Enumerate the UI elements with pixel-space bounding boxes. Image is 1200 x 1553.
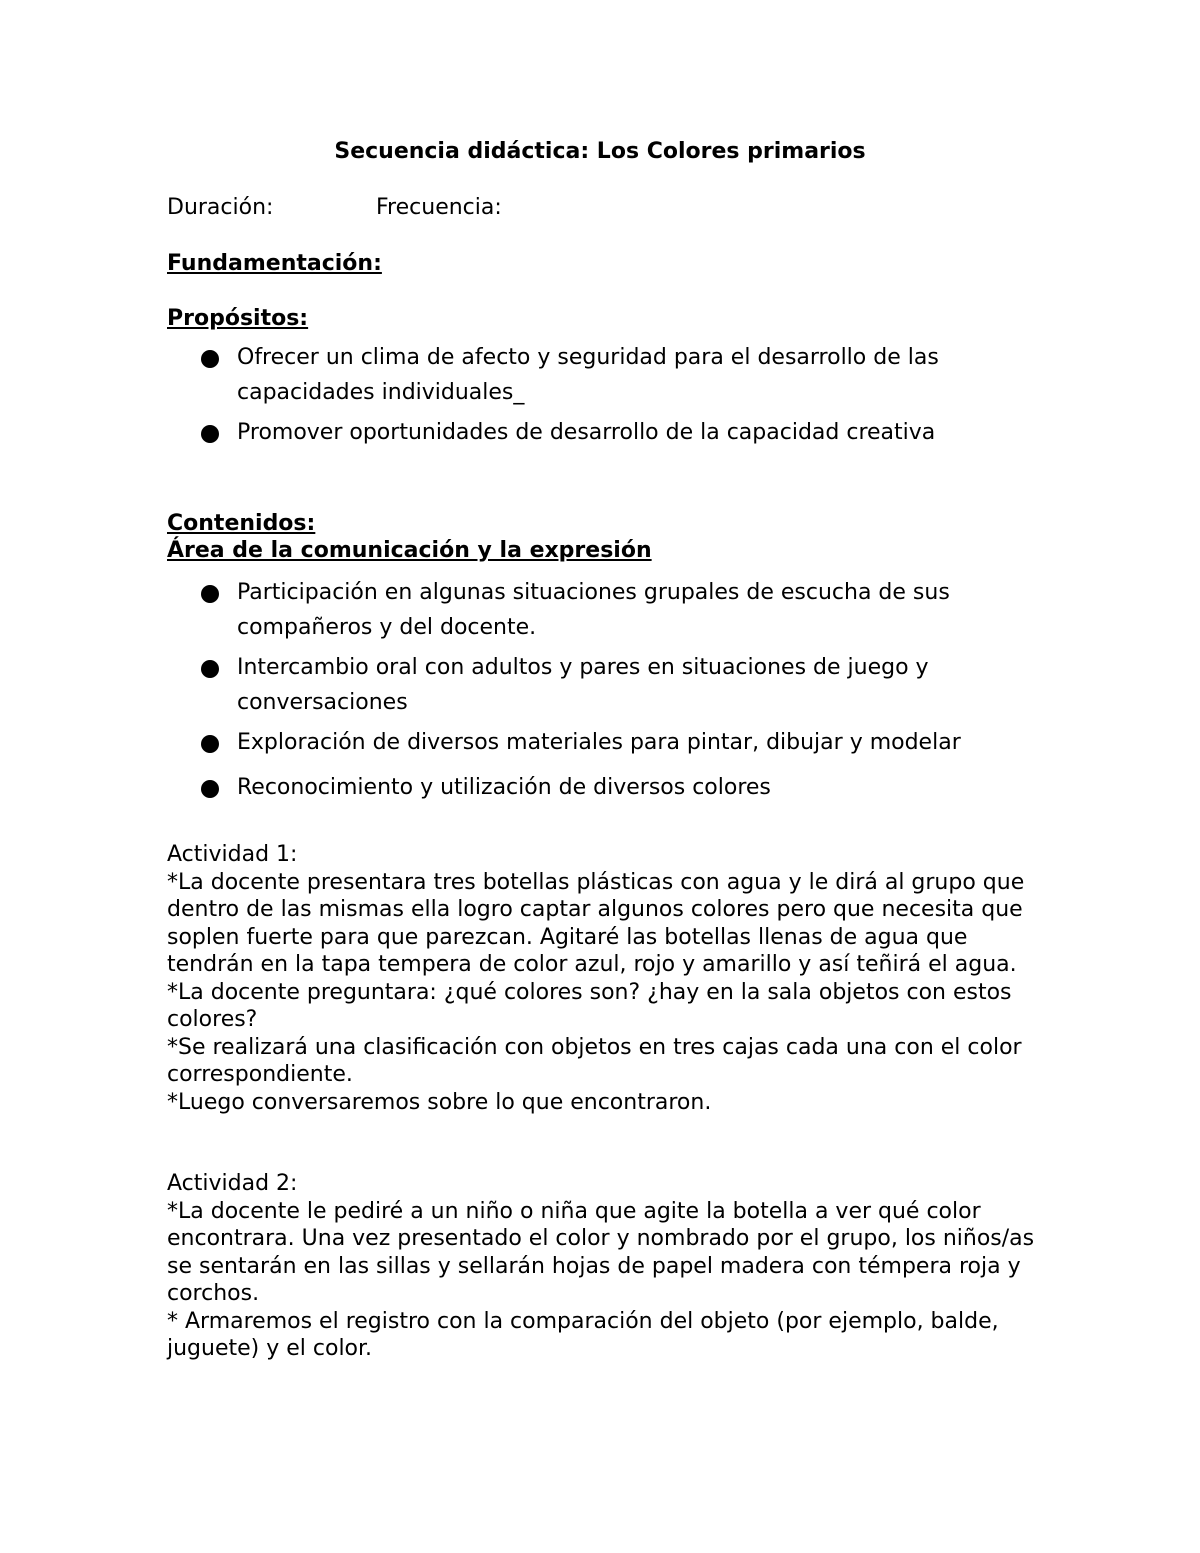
list-item — [167, 770, 1067, 805]
bullet-icon — [201, 585, 219, 603]
fundamentacion-heading: Fundamentación: — [167, 251, 382, 276]
bullet-icon — [201, 350, 219, 368]
duracion-label: Duración: — [167, 195, 274, 220]
list-item-text: Exploración de diversos materiales para pintar, dibujar y modelar — [237, 730, 961, 755]
bullet-icon — [201, 660, 219, 678]
actividad-paragraph: *La docente preguntara: ¿qué colores son? ¿hay en la sala objetos con estos colores? — [167, 979, 1012, 1032]
list-item — [167, 340, 1067, 410]
actividad-paragraph: *Luego conversaremos sobre lo que encontraron. — [167, 1089, 712, 1115]
meta-row — [167, 194, 1067, 222]
actividad-2-title: Actividad 2: — [167, 1171, 298, 1196]
bullet-icon — [201, 780, 219, 798]
actividad-paragraph: *La docente le pediré a un niño o niña que agite la botella a ver qué color encontrara. Una vez presentado el color y nombrado por el grupo, los niños/as se sentarán en las sillas y sellarán hojas de papel madera con témpera roja y corchos. — [167, 1198, 1035, 1306]
actividad-paragraph: *La docente presentara tres botellas plásticas con agua y le dirá al grupo que dentro de las mismas ella logro captar algunos colores pero que necesita que soplen fuerte para que parezcan. Agitaré las botellas llenas de agua que tendrán en la tapa tempera de color azul, rojo y amarillo y así teñirá el agua. — [167, 869, 1025, 977]
document-title: Secuencia didáctica: Los Colores primarios — [334, 139, 866, 164]
area-heading: Área de la comunicación y la expresión — [167, 538, 652, 563]
list-item-text: Ofrecer un clima de afecto y seguridad para el desarrollo de las capacidades individuales_ — [237, 345, 939, 405]
list-item — [167, 575, 1067, 645]
list-item — [167, 725, 1067, 760]
bullet-icon — [201, 735, 219, 753]
propositos-list — [167, 340, 1067, 455]
list-item-text: Reconocimiento y utilización de diversos colores — [237, 775, 771, 800]
list-item-text: Participación en algunas situaciones grupales de escucha de sus compañeros y del docente. — [237, 580, 950, 640]
actividad-paragraph: *Se realizará una clasificación con objetos en tres cajas cada una con el color correspondiente. — [167, 1034, 1022, 1087]
list-item-text: Intercambio oral con adultos y pares en situaciones de juego y conversaciones — [237, 655, 929, 715]
frecuencia-label: Frecuencia: — [376, 195, 502, 220]
actividad-2 — [167, 1170, 1047, 1363]
contenidos-list — [167, 575, 1067, 810]
actividad-1-title: Actividad 1: — [167, 842, 298, 867]
actividad-1 — [167, 841, 1047, 1116]
propositos-heading: Propósitos: — [167, 306, 309, 331]
list-item-text: Promover oportunidades de desarrollo de la capacidad creativa — [237, 420, 936, 445]
contenidos-heading: Contenidos: — [167, 511, 316, 536]
list-item — [167, 415, 1067, 450]
bullet-icon — [201, 425, 219, 443]
actividad-paragraph: * Armaremos el registro con la comparación del objeto (por ejemplo, balde, juguete) y el color. — [167, 1308, 999, 1361]
list-item — [167, 650, 1067, 720]
